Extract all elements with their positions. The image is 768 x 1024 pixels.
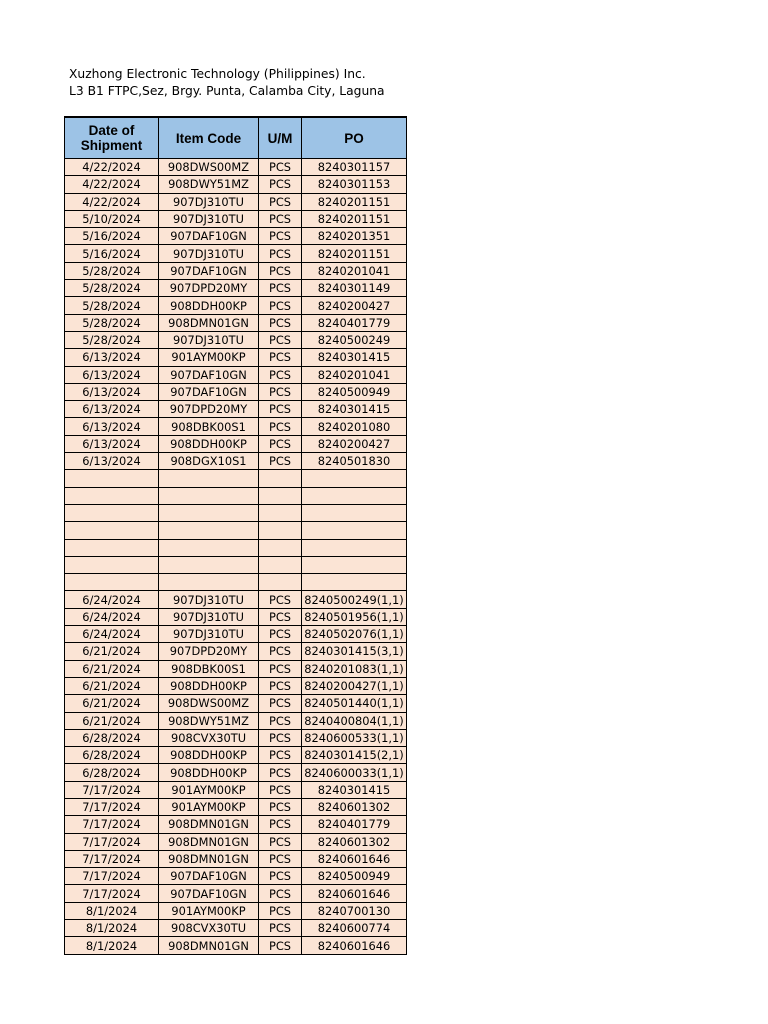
table-row [65,764,407,781]
date-cell: 6/13/2024 [65,349,159,366]
date-cell [65,556,159,573]
item-code-cell [159,539,259,556]
date-cell: 6/13/2024 [65,366,159,383]
item-code-cell: 907DAF10GN [159,383,259,400]
po-cell: 8240601646 [302,850,407,867]
column-header-um: U/M [259,117,302,159]
date-cell: 5/28/2024 [65,297,159,314]
po-cell: 8240301415 [302,349,407,366]
um-cell: PCS [259,695,302,712]
item-code-cell: 907DAF10GN [159,885,259,902]
item-code-cell: 907DAF10GN [159,366,259,383]
table-row [65,245,407,262]
item-code-cell [159,487,259,504]
um-cell: PCS [259,920,302,937]
date-cell: 7/17/2024 [65,798,159,815]
date-cell: 5/28/2024 [65,262,159,279]
item-code-cell: 907DPD20MY [159,401,259,418]
table-row [65,435,407,452]
po-cell [302,556,407,573]
table-row [65,660,407,677]
table-row [65,747,407,764]
item-code-cell: 908CVX30TU [159,729,259,746]
po-cell: 8240301415 [302,401,407,418]
item-code-cell: 908DDH00KP [159,435,259,452]
item-code-cell: 907DAF10GN [159,228,259,245]
table-row [65,262,407,279]
po-cell: 8240502076(1,1) [302,626,407,643]
item-code-cell [159,574,259,591]
um-cell: PCS [259,435,302,452]
item-code-cell: 908DWY51MZ [159,712,259,729]
item-code-cell: 908DBK00S1 [159,418,259,435]
item-code-cell: 908DWS00MZ [159,159,259,176]
date-cell: 6/24/2024 [65,626,159,643]
table-row [65,850,407,867]
po-cell: 8240200427 [302,297,407,314]
table-row [65,470,407,487]
table-row [65,729,407,746]
date-cell: 7/17/2024 [65,816,159,833]
document-header [69,66,385,100]
item-code-cell: 907DPD20MY [159,643,259,660]
item-code-cell: 908DDH00KP [159,297,259,314]
po-cell: 8240301415(2,1) [302,747,407,764]
table-row [65,331,407,348]
date-cell: 6/28/2024 [65,764,159,781]
item-code-cell: 907DJ310TU [159,626,259,643]
date-cell: 5/28/2024 [65,331,159,348]
po-cell: 8240601646 [302,937,407,954]
table-row [65,695,407,712]
table-row [65,798,407,815]
item-code-cell: 907DJ310TU [159,193,259,210]
po-cell: 8240201083(1,1) [302,660,407,677]
po-cell: 8240700130 [302,902,407,919]
date-cell: 6/24/2024 [65,608,159,625]
um-cell [259,539,302,556]
item-code-cell: 901AYM00KP [159,349,259,366]
item-code-cell: 908DBK00S1 [159,660,259,677]
um-cell: PCS [259,643,302,660]
date-cell: 6/24/2024 [65,591,159,608]
date-cell: 8/1/2024 [65,902,159,919]
item-code-cell: 908DGX10S1 [159,453,259,470]
item-code-cell: 908DMN01GN [159,816,259,833]
table-row [65,228,407,245]
date-cell: 6/21/2024 [65,712,159,729]
table-row [65,487,407,504]
date-cell: 6/21/2024 [65,660,159,677]
po-cell: 8240201041 [302,366,407,383]
um-cell: PCS [259,902,302,919]
table-row [65,626,407,643]
um-cell: PCS [259,937,302,954]
um-cell [259,522,302,539]
item-code-cell: 901AYM00KP [159,902,259,919]
um-cell [259,556,302,573]
item-code-cell: 907DAF10GN [159,868,259,885]
um-cell: PCS [259,176,302,193]
table-row [65,314,407,331]
po-cell: 8240601302 [302,798,407,815]
um-cell: PCS [259,453,302,470]
po-cell: 8240500949 [302,383,407,400]
item-code-cell: 901AYM00KP [159,781,259,798]
date-cell: 7/17/2024 [65,885,159,902]
po-cell: 8240201041 [302,262,407,279]
um-cell: PCS [259,280,302,297]
po-cell: 8240201151 [302,193,407,210]
um-cell: PCS [259,747,302,764]
po-cell: 8240400804(1,1) [302,712,407,729]
po-cell [302,539,407,556]
um-cell: PCS [259,712,302,729]
um-cell: PCS [259,193,302,210]
date-cell [65,539,159,556]
um-cell: PCS [259,781,302,798]
po-cell: 8240301153 [302,176,407,193]
date-cell: 6/21/2024 [65,643,159,660]
po-cell: 8240201151 [302,245,407,262]
table-row [65,366,407,383]
item-code-cell: 908DDH00KP [159,764,259,781]
um-cell: PCS [259,297,302,314]
date-cell: 6/21/2024 [65,677,159,694]
date-cell: 7/17/2024 [65,868,159,885]
um-cell: PCS [259,677,302,694]
po-cell [302,487,407,504]
table-row [65,401,407,418]
um-cell: PCS [259,833,302,850]
item-code-cell: 907DJ310TU [159,591,259,608]
table-row [65,453,407,470]
item-code-cell: 908DDH00KP [159,677,259,694]
item-code-cell: 908DWS00MZ [159,695,259,712]
table-row [65,677,407,694]
table-row [65,556,407,573]
po-cell: 8240600033(1,1) [302,764,407,781]
um-cell: PCS [259,210,302,227]
po-cell: 8240601646 [302,885,407,902]
table-body [65,159,407,955]
company-name: Xuzhong Electronic Technology (Philippines) Inc. [69,67,366,81]
item-code-cell: 908DMN01GN [159,937,259,954]
po-cell: 8240301149 [302,280,407,297]
item-code-cell: 907DJ310TU [159,210,259,227]
date-cell: 4/22/2024 [65,176,159,193]
um-cell: PCS [259,729,302,746]
po-cell: 8240600533(1,1) [302,729,407,746]
um-cell: PCS [259,228,302,245]
date-cell: 4/22/2024 [65,159,159,176]
item-code-cell [159,470,259,487]
date-cell: 6/13/2024 [65,401,159,418]
date-cell: 5/28/2024 [65,280,159,297]
table-row [65,280,407,297]
item-code-cell: 908DMN01GN [159,314,259,331]
po-cell: 8240401779 [302,314,407,331]
table-row [65,920,407,937]
um-cell: PCS [259,850,302,867]
date-cell: 6/13/2024 [65,383,159,400]
um-cell [259,574,302,591]
um-cell: PCS [259,885,302,902]
um-cell: PCS [259,591,302,608]
date-cell [65,522,159,539]
table-row [65,193,407,210]
date-cell: 7/17/2024 [65,850,159,867]
item-code-cell: 907DJ310TU [159,608,259,625]
column-header-date: Date of Shipment [65,117,159,159]
date-cell [65,470,159,487]
item-code-cell [159,522,259,539]
um-cell [259,470,302,487]
item-code-cell: 907DJ310TU [159,331,259,348]
date-cell: 6/28/2024 [65,747,159,764]
um-cell: PCS [259,868,302,885]
item-code-cell: 907DJ310TU [159,245,259,262]
po-cell: 8240201151 [302,210,407,227]
po-cell: 8240200427(1,1) [302,677,407,694]
date-cell: 5/16/2024 [65,245,159,262]
um-cell: PCS [259,245,302,262]
po-cell: 8240500949 [302,868,407,885]
table-row [65,868,407,885]
item-code-cell: 908DWY51MZ [159,176,259,193]
date-cell: 6/13/2024 [65,418,159,435]
item-code-cell [159,504,259,521]
table-row [65,418,407,435]
item-code-cell: 907DAF10GN [159,262,259,279]
date-cell: 6/28/2024 [65,729,159,746]
column-header-po: PO [302,117,407,159]
po-cell [302,504,407,521]
um-cell: PCS [259,383,302,400]
po-cell: 8240201351 [302,228,407,245]
company-address: L3 B1 FTPC,Sez, Brgy. Punta, Calamba City, Laguna [69,84,385,98]
date-cell: 4/22/2024 [65,193,159,210]
date-cell [65,504,159,521]
um-cell [259,487,302,504]
um-cell: PCS [259,366,302,383]
um-cell: PCS [259,764,302,781]
table-row [65,383,407,400]
date-cell: 8/1/2024 [65,937,159,954]
po-cell: 8240601302 [302,833,407,850]
po-cell: 8240301415 [302,781,407,798]
um-cell: PCS [259,418,302,435]
table-header-row [65,117,407,159]
table-row [65,712,407,729]
item-code-cell: 908CVX30TU [159,920,259,937]
um-cell: PCS [259,262,302,279]
table-row [65,176,407,193]
table-row [65,522,407,539]
po-cell: 8240401779 [302,816,407,833]
um-cell: PCS [259,401,302,418]
um-cell: PCS [259,349,302,366]
date-cell: 5/28/2024 [65,314,159,331]
po-cell: 8240600774 [302,920,407,937]
date-cell: 7/17/2024 [65,781,159,798]
date-cell: 6/13/2024 [65,435,159,452]
po-cell [302,470,407,487]
um-cell: PCS [259,626,302,643]
date-cell [65,487,159,504]
table-row [65,210,407,227]
um-cell: PCS [259,314,302,331]
table-row [65,885,407,902]
item-code-cell: 908DMN01GN [159,850,259,867]
po-cell: 8240200427 [302,435,407,452]
po-cell: 8240501440(1,1) [302,695,407,712]
table-row [65,504,407,521]
date-cell: 6/21/2024 [65,695,159,712]
um-cell: PCS [259,331,302,348]
date-cell: 7/17/2024 [65,833,159,850]
table-row [65,574,407,591]
table-row [65,937,407,954]
table-row [65,539,407,556]
table-row [65,297,407,314]
column-header-item-code: Item Code [159,117,259,159]
po-cell: 8240501830 [302,453,407,470]
item-code-cell [159,556,259,573]
po-cell [302,574,407,591]
table-row [65,781,407,798]
item-code-cell: 908DMN01GN [159,833,259,850]
shipment-table [64,116,407,955]
um-cell: PCS [259,798,302,815]
table-row [65,159,407,176]
po-cell: 8240201080 [302,418,407,435]
um-cell: PCS [259,816,302,833]
date-cell: 6/13/2024 [65,453,159,470]
item-code-cell: 907DPD20MY [159,280,259,297]
date-cell: 8/1/2024 [65,920,159,937]
po-cell: 8240301157 [302,159,407,176]
table-row [65,643,407,660]
um-cell: PCS [259,660,302,677]
table-row [65,608,407,625]
table-row [65,591,407,608]
date-cell: 5/10/2024 [65,210,159,227]
table-row [65,349,407,366]
table-row [65,816,407,833]
date-cell [65,574,159,591]
item-code-cell: 908DDH00KP [159,747,259,764]
table-row [65,902,407,919]
po-cell: 8240501956(1,1) [302,608,407,625]
po-cell: 8240500249 [302,331,407,348]
po-cell: 8240301415(3,1) [302,643,407,660]
po-cell [302,522,407,539]
um-cell: PCS [259,608,302,625]
um-cell [259,504,302,521]
table-row [65,833,407,850]
po-cell: 8240500249(1,1) [302,591,407,608]
date-cell: 5/16/2024 [65,228,159,245]
item-code-cell: 901AYM00KP [159,798,259,815]
um-cell: PCS [259,159,302,176]
